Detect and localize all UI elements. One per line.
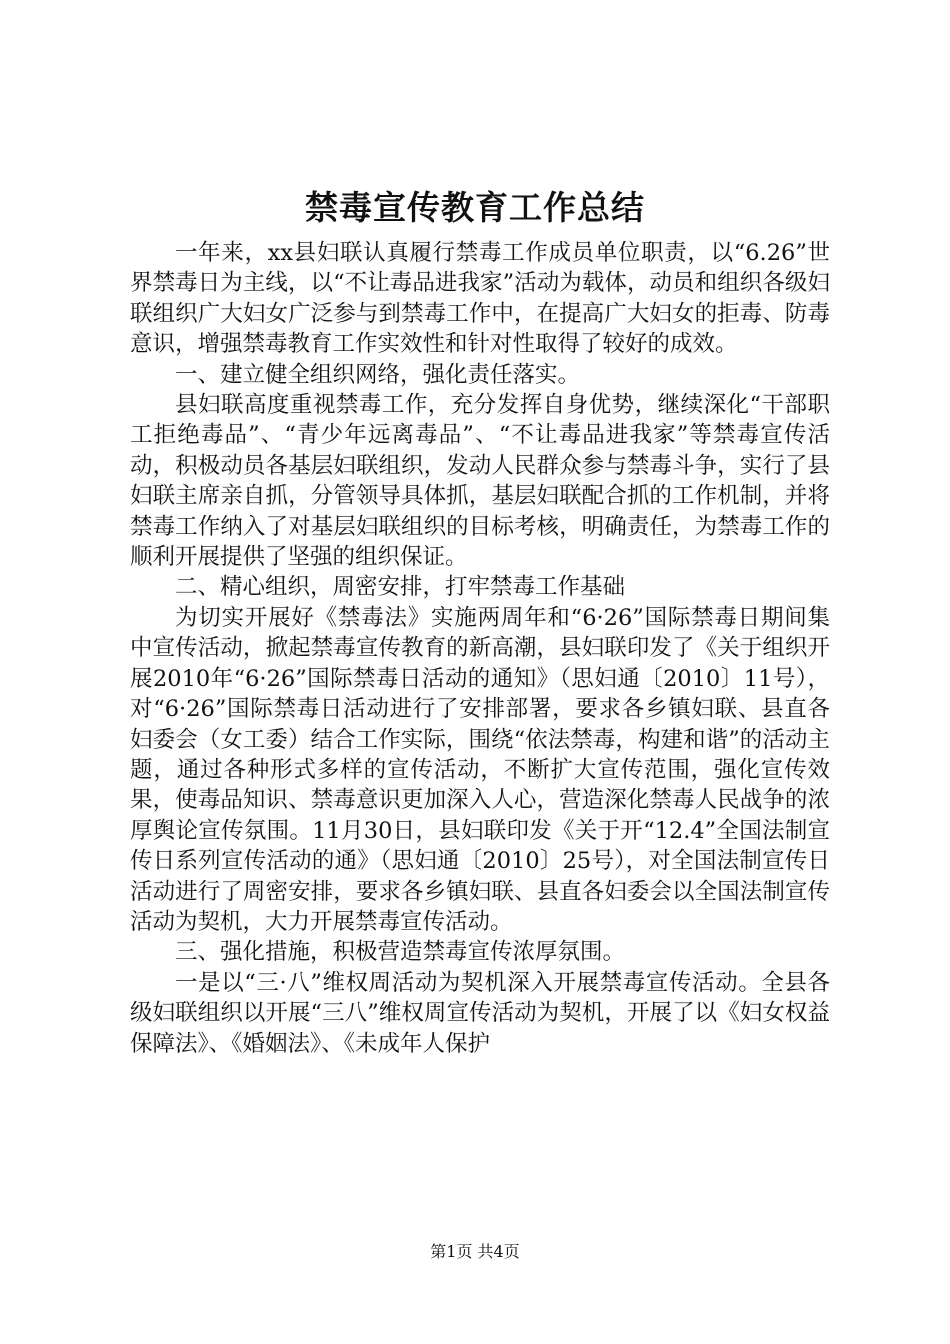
page-number: 第1页: [430, 1242, 473, 1261]
section-heading-1: 一、建立健全组织网络，强化责任落实。: [175, 361, 581, 388]
paragraph-intro: 一年来，xx县妇联认真履行禁毒工作成员单位职责，以“6.26”世界禁毒日为主线，以“不让毒品进我家”活动为载体，动员和组织各级妇联组织广大妇女广泛参与到禁毒工作中，在提高广大妇女的拒毒、防毒意识，增强禁毒教育工作实效性和针对性取得了较好的成效。: [130, 240, 830, 358]
page-footer: [0, 1240, 950, 1264]
paragraph-section-2: 为切实开展好《禁毒法》实施两周年和“6·26”国际禁毒日期间集中宣传活动，掀起禁毒宣传教育的新高潮，县妇联印发了《关于组织开展2010年“6·26”国际禁毒日活动的通知》（思妇通〔2010〕11号），对“6·26”国际禁毒日活动进行了安排部署，要求各乡镇妇联、县直各妇委会（女工委）结合工作实际，围绕“依法禁毒，构建和谐”的活动主题，通过各种形式多样的宣传活动，不断扩大宣传范围，强化宣传效果，使毒品知识、禁毒意识更加深入人心，营造深化禁毒人民战争的浓厚舆论宣传氛围。11月30日，县妇联印发《关于开“12.4”全国法制宣传日系列宣传活动的通》（思妇通〔2010〕25号），对全国法制宣传日活动进行了周密安排，要求各乡镇妇联、县直各妇委会以全国法制宣传活动为契机，大力开展禁毒宣传活动。: [130, 604, 830, 935]
section-heading-3: 三、强化措施，积极营造禁毒宣传浓厚氛围。: [175, 939, 626, 966]
paragraph-section-3: 一是以“三·八”维权周活动为契机深入开展禁毒宣传活动。全县各级妇联组织以开展“三八”维权周宣传活动为契机，开展了以《妇女权益保障法》、《婚姻法》、《未成年人保护: [130, 969, 830, 1057]
section-heading-2: 二、精心组织，周密安排，打牢禁毒工作基础: [175, 574, 626, 601]
document-title: 禁毒宣传教育工作总结: [305, 188, 645, 227]
document-body: [130, 238, 830, 1059]
paragraph-section-1: 县妇联高度重视禁毒工作，充分发挥自身优势，继续深化“干部职工拒绝毒品”、“青少年远离毒品”、“不让毒品进我家”等禁毒宣传活动，积极动员各基层妇联组织，发动人民群众参与禁毒斗争，实行了县妇联主席亲自抓，分管领导具体抓，基层妇联配合抓的工作机制，并将禁毒工作纳入了对基层妇联组织的目标考核，明确责任，为禁毒工作的顺利开展提供了坚强的组织保证。: [130, 392, 830, 571]
page-total: 共4页: [477, 1242, 520, 1261]
